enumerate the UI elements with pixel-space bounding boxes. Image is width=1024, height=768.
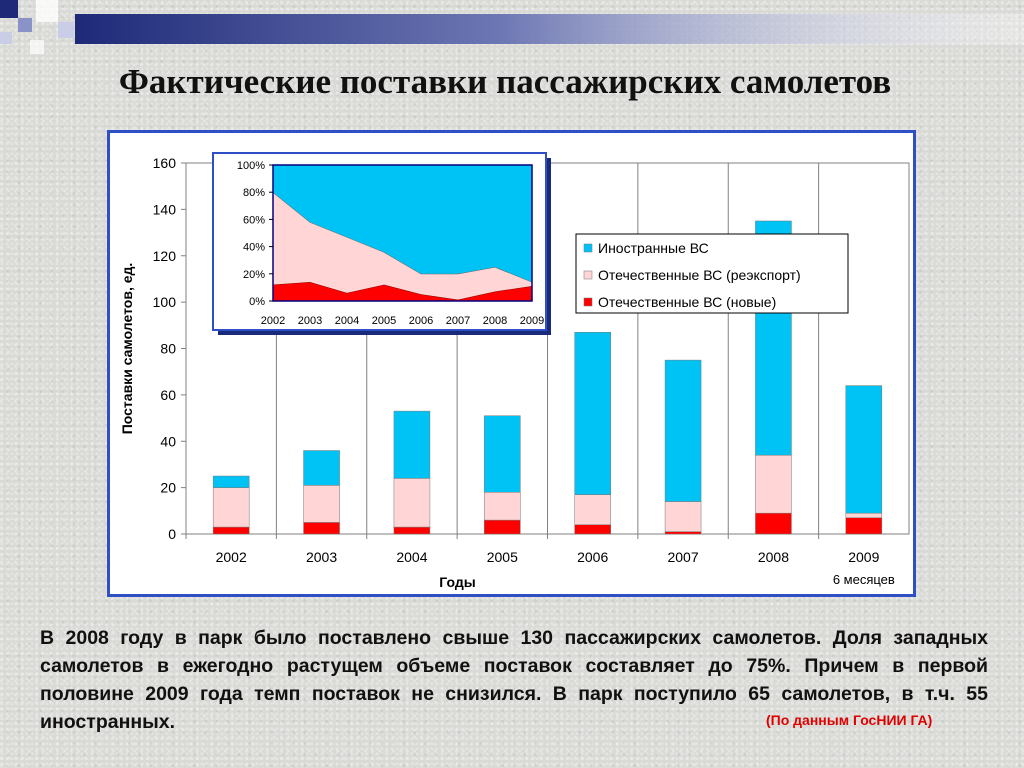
bar-segment (665, 360, 701, 501)
bar-segment (394, 411, 430, 478)
inset-x-tick-label: 2003 (297, 315, 323, 327)
x-tick-label: 2002 (215, 549, 247, 565)
inset-y-tick-label: 40% (242, 241, 265, 254)
bar-segment (213, 488, 249, 527)
slide-title: Фактические поставки пассажирских самолетов (118, 62, 892, 101)
bar-segment (304, 522, 340, 534)
y-tick-label: 140 (152, 201, 176, 218)
inset-x-tick-label: 2006 (408, 315, 434, 327)
x-tick-label: 2007 (667, 549, 699, 565)
x-tick-label: 2008 (757, 549, 790, 565)
source-note: (По данным ГосНИИ ГА) (766, 712, 933, 728)
inset-y-tick-label: 100% (236, 160, 265, 172)
inset-x-tick-label: 2002 (260, 315, 286, 327)
x-tick-label: 2006 (577, 549, 609, 565)
inset-y-tick-label: 80% (242, 187, 265, 200)
x-tick-label: 2009 (848, 549, 880, 565)
inset-y-tick-label: 0% (249, 296, 265, 308)
x-tick-label: 2004 (396, 549, 428, 565)
bar-segment (755, 513, 791, 534)
bar-segment (484, 492, 520, 520)
bar-segment (665, 502, 701, 532)
bar-segment (213, 527, 249, 534)
y-tick-label: 160 (152, 155, 176, 171)
legend-label: Отечественные ВС (реэкспорт) (598, 267, 801, 283)
x-axis-label: Годы (439, 574, 476, 590)
deliveries-chart (110, 133, 913, 594)
inset-x-tick-label: 2007 (445, 315, 471, 327)
legend-swatch (584, 244, 592, 252)
bar-segment (755, 455, 791, 513)
bar-segment (304, 485, 340, 522)
y-tick-label: 80 (160, 340, 176, 357)
bar-segment (484, 520, 520, 534)
y-tick-label: 100 (152, 294, 176, 311)
slide-decoration (0, 0, 1024, 60)
slide-body-text: В 2008 году в парк было поставлено свыше 130 пассажирских самолетов. Доля западных самолетов в ежегодно растущем объеме поставок составляет до 75%. Причем в первой половине 2009 года темп поставок не снизился. В парк поступило 65 самолетов, в т.ч. 55 иностранных. (40, 627, 988, 733)
inset-x-tick-label: 2008 (482, 315, 508, 327)
inset-y-tick-label: 60% (242, 214, 265, 227)
x-tick-sublabel: 6 месяцев (832, 572, 895, 587)
bar-segment (394, 527, 430, 534)
inset-x-tick-label: 2009 (519, 315, 545, 327)
bar-segment (846, 513, 882, 518)
y-tick-label: 120 (152, 247, 176, 264)
legend-label: Иностранные ВС (598, 240, 709, 256)
y-tick-label: 20 (160, 479, 176, 496)
inset-x-tick-label: 2005 (371, 315, 397, 327)
bar-segment (575, 525, 611, 534)
chart-frame (107, 130, 916, 597)
bar-segment (394, 478, 430, 527)
legend-swatch (584, 298, 592, 306)
bar-segment (846, 518, 882, 534)
bar-segment (575, 332, 611, 494)
bar-segment (665, 532, 701, 534)
legend-swatch (584, 271, 592, 279)
bar-segment (846, 386, 882, 514)
y-tick-label: 40 (160, 433, 176, 450)
bar-segment (484, 416, 520, 493)
legend-label: Отечественные ВС (новые) (598, 294, 777, 310)
x-tick-label: 2005 (486, 549, 518, 565)
y-axis-label: Поставки самолетов, ед. (119, 262, 135, 435)
y-tick-label: 0 (168, 526, 176, 542)
inset-x-tick-label: 2004 (334, 315, 360, 327)
bar-segment (213, 476, 249, 488)
y-tick-label: 60 (160, 386, 176, 403)
bar-segment (575, 495, 611, 525)
x-tick-label: 2003 (305, 549, 338, 565)
bar-segment (304, 451, 340, 486)
inset-y-tick-label: 20% (242, 268, 265, 281)
